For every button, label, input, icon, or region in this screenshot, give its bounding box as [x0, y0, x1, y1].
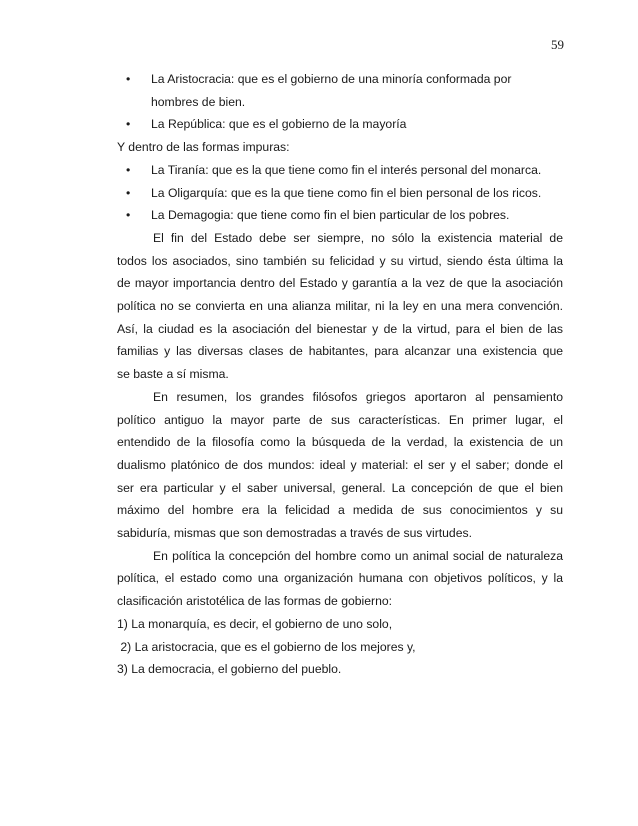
list-item-line: La Oligarquía: que es la que tiene como fin el bien personal de los ricos. [151, 185, 542, 200]
paragraph-line: dualismo platónico de dos mundos: ideal y material: el ser y el saber; donde el [117, 457, 563, 472]
impure-intro: Y dentro de las formas impuras: [117, 140, 290, 155]
page-number: 59 [551, 37, 564, 52]
paragraph-line: todos los asociados, sino también su felicidad y su virtud, siendo ésta última la [117, 253, 563, 268]
list-item-line: La Aristocracia: que es el gobierno de una minoría conformada por [151, 72, 512, 86]
list-item-line: hombres de bien. [151, 94, 246, 109]
list-item [117, 113, 563, 136]
paragraph-line: familias y las diversas clases de habitantes, para alcanzar una existencia que [117, 344, 563, 359]
paragraph-line: sabiduría, mismas que son demostradas a través de sus virtudes. [117, 526, 472, 541]
paragraph-line: En resumen, los grandes filósofos griegos aportaron al pensamiento [153, 389, 563, 404]
bullet-icon: • [126, 117, 131, 132]
bullet-icon: • [126, 162, 131, 177]
list-item [117, 204, 563, 227]
bullet-icon: • [126, 185, 131, 200]
paragraph-line: máximo del hombre era la felicidad a medida de sus conocimientos y su [117, 503, 563, 518]
list-item-line: La Tiranía: que es la que tiene como fin el interés personal del monarca. [151, 162, 542, 177]
pure-forms-list [117, 68, 563, 136]
paragraph-line: política no se convierta en una alianza militar, ni la ley en una mera convención. [117, 299, 563, 314]
paragraph-line: El fin del Estado debe ser siempre, no sólo la existencia material de [153, 230, 563, 245]
paragraph-politics [117, 545, 563, 613]
form-of-government-item: 3) La democracia, el gobierno del pueblo. [117, 662, 342, 677]
bullet-icon: • [126, 72, 131, 86]
form-of-government-item: 1) La monarquía, es decir, el gobierno de uno solo, [117, 616, 393, 631]
list-item [117, 182, 563, 205]
paragraph-line: En política la concepción del hombre como un animal social de naturaleza [153, 548, 563, 563]
paragraph-line: se baste a sí misma. [117, 367, 229, 382]
paragraph-line: política, el estado como una organización humana con objetivos políticos, y la [117, 571, 563, 586]
paragraph-line: ser era particular y el saber universal, general. La concepción de que el bien [117, 480, 563, 495]
impure-forms-list [117, 159, 563, 227]
list-item [117, 68, 563, 113]
form-of-government-item: 2) La aristocracia, que es el gobierno de los mejores y, [117, 639, 416, 654]
paragraph-line: entendido de la filosofía como la búsqueda de la verdad, la existencia de un [117, 435, 563, 450]
list-item-line: La República: que es el gobierno de la mayoría [151, 117, 407, 132]
paragraph-line: político antiguo la mayor parte de sus características. En primer lugar, el [117, 412, 563, 427]
paragraph-line: de mayor importancia dentro del Estado y garantía a la vez de que la asociación [117, 276, 563, 291]
document-body [117, 68, 563, 681]
paragraph-state-purpose [117, 227, 563, 386]
paragraph-line: Así, la ciudad es la asociación del bienestar y de la virtud, para el bien de las [117, 321, 563, 336]
list-item [117, 159, 563, 182]
paragraph-line: clasificación aristotélica de las formas de gobierno: [117, 594, 393, 609]
paragraph-summary [117, 386, 563, 545]
list-item-line: La Demagogia: que tiene como fin el bien particular de los pobres. [151, 208, 510, 223]
bullet-icon: • [126, 208, 131, 223]
